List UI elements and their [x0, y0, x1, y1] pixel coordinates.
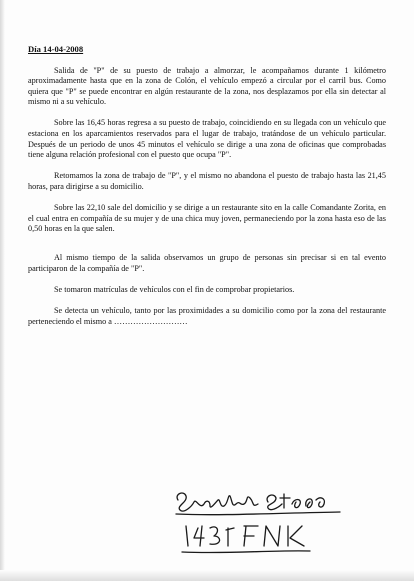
document-body	[28, 44, 386, 338]
paragraph-5: Al mismo tiempo de la salida observamos un grupo de personas sin precisar si en tal evento participaron de la compañía de "P".	[28, 253, 386, 273]
paragraph-7: Se detecta un vehículo, tanto por las proximidades a su domicilio como por la zona del restaurante perteneciendo el mismo a ………………………	[28, 306, 386, 326]
paragraph-6: Se tomaron matrículas de vehículos con el fin de comprobar propietarios.	[54, 285, 295, 294]
handwritten-annotation	[170, 480, 350, 560]
handwriting-drawing	[170, 480, 350, 560]
page-shadow-left	[0, 0, 5, 581]
handwriting-underline-2	[182, 551, 310, 553]
paragraph-4: Sobre las 22,10 sale del domicilio y se dirige a un restaurante sito en la calle Comandante Zorita, en el cual entra en compañía de su mujer y de una chica muy joven, permaneciendo por la zona hasta eso de las 0,50 horas en la que salen.	[28, 203, 386, 234]
handwriting-line1	[177, 493, 258, 511]
handwriting-line1-b	[267, 494, 324, 510]
handwriting-underline-1	[176, 512, 340, 515]
paragraph-1: Salida de "P" de su puesto de trabajo a almorzar, le acompañamos durante 1 kilómetro aproximadamente hasta que en la zona de Colón, el vehículo empezó a circular por el carril bus. Como quiera que "P" se puede encontrar en algún restaurante de la zona, nos desplazamos por ella sin detectar al mismo ni a su vehículo.	[28, 65, 386, 107]
date-heading: Día 14-04-2008	[28, 44, 84, 54]
spacer	[28, 245, 386, 253]
handwriting-line2	[186, 526, 304, 546]
paragraph-2: Sobre las 16,45 horas regresa a su puesto de trabajo, coincidiendo en su llegada con un vehículo que estaciona en los aparcamientos reservados para el lugar de trabajo, tratándose de un vehículo particular. Después de un periodo de unos 45 minutos el vehículo se dirige a una zona de oficinas que comprobadas tiene alguna relación profesional con el puesto que ocupa "P".	[28, 118, 386, 160]
page-shadow-bottom	[0, 570, 414, 581]
paragraph-3: Retomamos la zona de trabajo de "P", y el mismo no abandona el puesto de trabajo hasta las 21,45 horas, para dirigirse a su domicilio.	[28, 171, 386, 191]
